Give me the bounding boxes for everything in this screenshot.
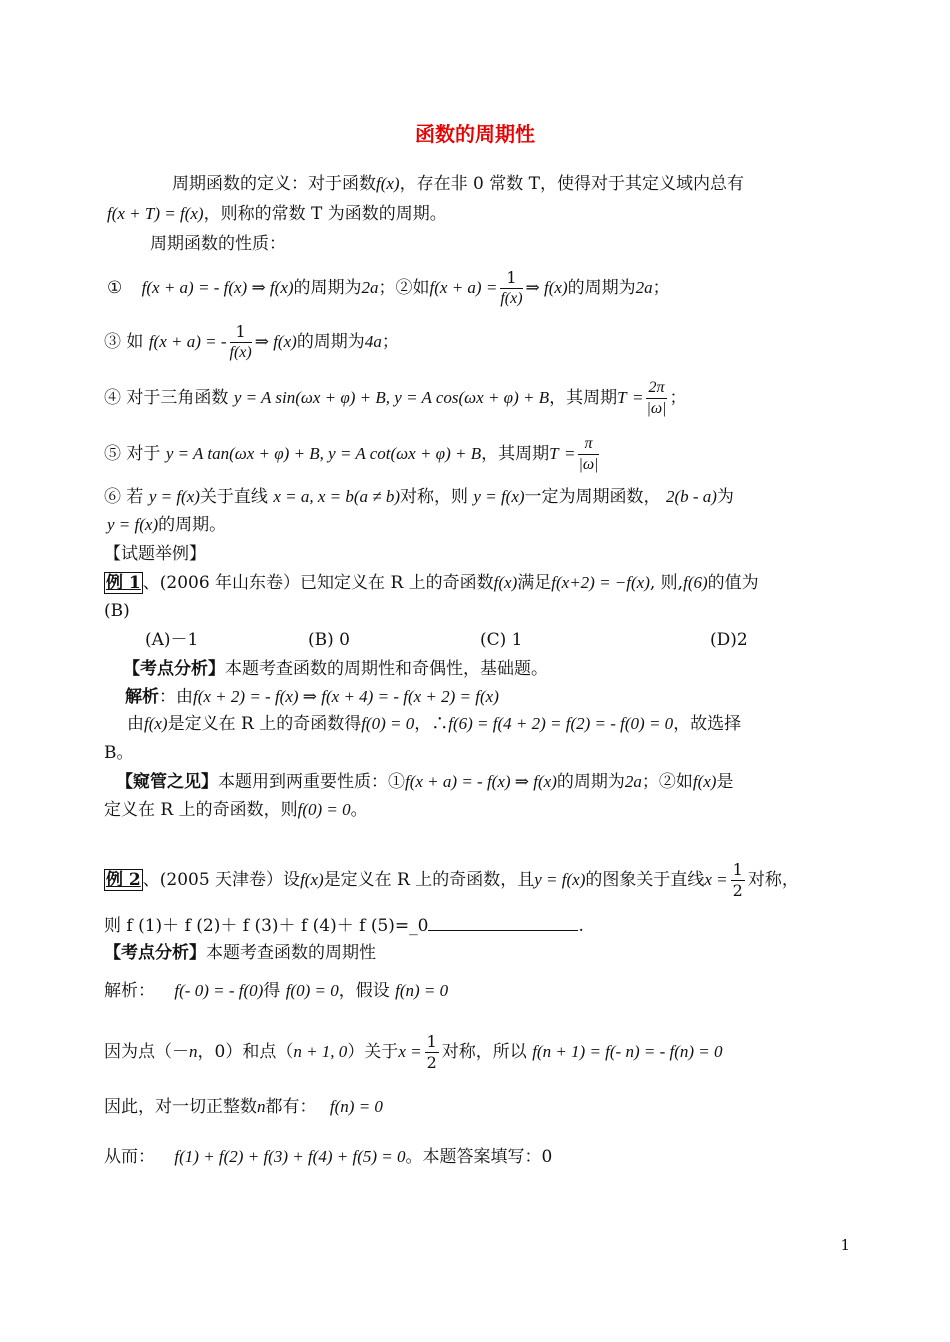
example-1-label: 例 1 bbox=[106, 573, 141, 593]
example-2-solution-1: 解析： f(- 0) = - f(0)得 f(0) = 0，假设 f(n) = 0 bbox=[104, 981, 449, 1001]
fraction: $\frac{1}{f(x)}$ bbox=[500, 268, 523, 307]
example-1-option-d: (D)2 bbox=[710, 630, 748, 650]
properties-heading: 周期函数的性质： bbox=[150, 234, 286, 254]
document-title: 函数的周期性 bbox=[415, 122, 535, 146]
example-1-insight-2: 定义在 R 上的奇函数，则f(0) = 0。 bbox=[104, 800, 368, 820]
example-2-question: 例 2 、(2005 天津卷）设f(x)是定义在 R 上的奇函数，且y = f(x)的图象关于直线x = $\frac{1}{2}$ 对称， bbox=[106, 860, 799, 900]
example-2-analysis: 【考点分析】本题考查函数的周期性 bbox=[104, 943, 376, 963]
fraction: $\frac{1}{2}$ bbox=[426, 1032, 437, 1072]
example-1-option-c: (C) 1 bbox=[480, 630, 523, 650]
example-2-solution-2: 因为点（－n，0）和点（n + 1, 0）关于x = $\frac{1}{2}$ 对称，所以 f(n + 1) = f(- n) = - f(n) = 0 bbox=[104, 1032, 723, 1072]
example-1-analysis: 【考点分析】本题考查函数的周期性和奇偶性，基础题。 bbox=[123, 659, 548, 679]
answer-blank bbox=[428, 914, 578, 931]
definition-line-2: f(x + T) = f(x)，则称的常数 T 为函数的周期。 bbox=[107, 204, 447, 224]
property-1-2: ① f(x + a) = - f(x) ⇒ f(x)的周期为2a；②如f(x + a) = $\frac{1}{f(x)}$ ⇒ f(x)的周期为2a； bbox=[107, 268, 670, 307]
fraction: $\frac{\pi}{|\omega|}$ bbox=[578, 435, 599, 473]
property-4: ④ 对于三角函数 y = A sin(ωx + φ) + B, y = A cos(ωx + φ) + B，其周期T = $\frac{2\pi}{|\omega|}$ ； bbox=[104, 379, 687, 417]
property-3: ③ 如 f(x + a) = - $\frac{1}{f(x)}$ ⇒ f(x)的周期为4a； bbox=[104, 322, 399, 361]
property-6-line-1: ⑥ 若 y = f(x)关于直线 x = a, x = b(a ≠ b)对称，则 y = f(x)一定为周期函数， 2(b - a)为 bbox=[104, 487, 734, 507]
example-1-answer: (B) bbox=[104, 601, 130, 621]
fraction: $\frac{1}{2}$ bbox=[732, 860, 743, 900]
fraction: $\frac{2\pi}{|\omega|}$ bbox=[646, 379, 667, 417]
example-2-solution-4: 从而： f(1) + f(2) + f(3) + f(4) + f(5) = 0。本题答案填写：0 bbox=[104, 1147, 553, 1167]
example-1-insight: 【窥管之见】本题用到两重要性质：①f(x + a) = - f(x) ⇒ f(x)的周期为2a；②如f(x)是 bbox=[116, 772, 734, 792]
definition-line-1: 周期函数的定义：对于函数f(x)，存在非 0 常数 T，使得对于其定义域内总有 bbox=[172, 174, 744, 194]
example-1-solution-3: B。 bbox=[104, 743, 134, 763]
property-5: ⑤ 对于 y = A tan(ωx + φ) + B, y = A cot(ωx + φ) + B，其周期T = $\frac{\pi}{|\omega|}$ bbox=[104, 435, 599, 473]
example-2-question-2: 则 f (1)＋ f (2)＋ f (3)＋ f (4)＋ f (5)=_0 . bbox=[104, 916, 584, 936]
example-1-solution-2: 由f(x)是定义在 R 上的奇函数得f(0) = 0，∴f(6) = f(4 + 2) = f(2) = - f(0) = 0，故选择 bbox=[127, 714, 742, 734]
page-number: 1 bbox=[840, 1236, 850, 1254]
example-2-label: 例 2 bbox=[106, 870, 141, 890]
examples-heading: 【试题举例】 bbox=[104, 544, 206, 564]
example-1-option-a: (A)－1 bbox=[145, 630, 199, 650]
fraction: $\frac{1}{f(x)}$ bbox=[229, 322, 252, 361]
example-1-option-b: (B) 0 bbox=[308, 630, 350, 650]
example-1-question: 例 1 、(2006 年山东卷）已知定义在 R 上的奇函数f(x)满足f(x+2) = −f(x), 则,f(6)的值为 bbox=[106, 573, 759, 593]
property-6-line-2: y = f(x)的周期。 bbox=[107, 515, 227, 535]
example-2-solution-3: 因此，对一切正整数n都有： f(n) = 0 bbox=[104, 1097, 383, 1117]
example-1-solution: 解析：由f(x + 2) = - f(x) ⇒ f(x + 4) = - f(x + 2) = f(x) bbox=[125, 687, 499, 707]
